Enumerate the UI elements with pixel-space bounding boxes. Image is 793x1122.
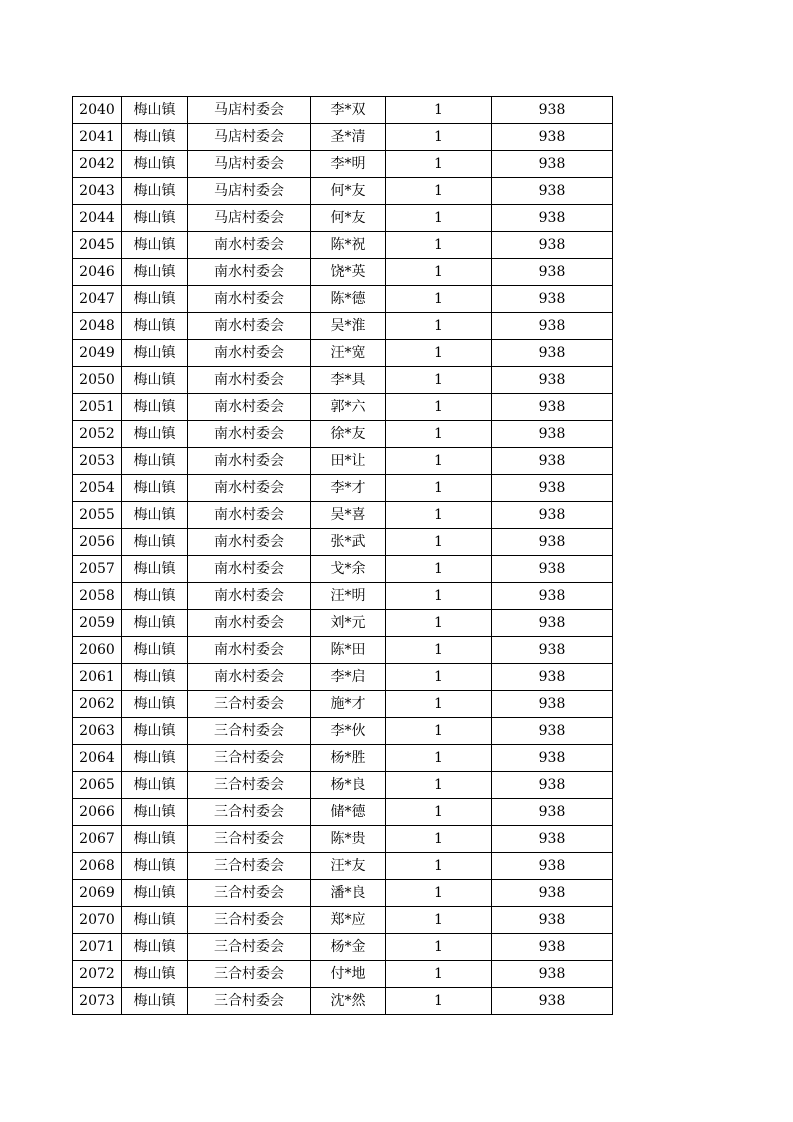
town-cell: 梅山镇 (122, 961, 188, 988)
village-committee-cell: 南水村委会 (188, 664, 311, 691)
village-committee-cell: 南水村委会 (188, 556, 311, 583)
person-name-cell: 李*才 (311, 475, 386, 502)
village-committee-cell: 马店村委会 (188, 97, 311, 124)
row-number-cell: 2047 (73, 286, 122, 313)
table-row (73, 826, 613, 853)
amount-cell: 938 (492, 475, 613, 502)
village-committee-cell: 南水村委会 (188, 610, 311, 637)
table-row (73, 367, 613, 394)
amount-cell: 938 (492, 502, 613, 529)
amount-cell: 938 (492, 529, 613, 556)
village-committee-cell: 三合村委会 (188, 880, 311, 907)
person-name-cell: 陈*田 (311, 637, 386, 664)
count-cell: 1 (386, 583, 492, 610)
person-name-cell: 杨*胜 (311, 745, 386, 772)
amount-cell: 938 (492, 151, 613, 178)
table-row (73, 394, 613, 421)
person-name-cell: 吴*淮 (311, 313, 386, 340)
town-cell: 梅山镇 (122, 934, 188, 961)
table-row (73, 124, 613, 151)
town-cell: 梅山镇 (122, 97, 188, 124)
amount-cell: 938 (492, 97, 613, 124)
count-cell: 1 (386, 664, 492, 691)
person-name-cell: 潘*良 (311, 880, 386, 907)
village-committee-cell: 南水村委会 (188, 421, 311, 448)
table-row (73, 421, 613, 448)
person-name-cell: 汪*宽 (311, 340, 386, 367)
village-committee-cell: 南水村委会 (188, 259, 311, 286)
row-number-cell: 2059 (73, 610, 122, 637)
town-cell: 梅山镇 (122, 502, 188, 529)
amount-cell: 938 (492, 583, 613, 610)
count-cell: 1 (386, 124, 492, 151)
amount-cell: 938 (492, 934, 613, 961)
amount-cell: 938 (492, 664, 613, 691)
table-row (73, 556, 613, 583)
table-row (73, 637, 613, 664)
amount-cell: 938 (492, 988, 613, 1015)
count-cell: 1 (386, 178, 492, 205)
row-number-cell: 2073 (73, 988, 122, 1015)
table-row (73, 97, 613, 124)
village-committee-cell: 三合村委会 (188, 745, 311, 772)
town-cell: 梅山镇 (122, 232, 188, 259)
person-name-cell: 施*才 (311, 691, 386, 718)
amount-cell: 938 (492, 556, 613, 583)
count-cell: 1 (386, 907, 492, 934)
table-row (73, 691, 613, 718)
person-name-cell: 圣*清 (311, 124, 386, 151)
row-number-cell: 2064 (73, 745, 122, 772)
town-cell: 梅山镇 (122, 799, 188, 826)
amount-cell: 938 (492, 205, 613, 232)
person-name-cell: 李*双 (311, 97, 386, 124)
village-committee-cell: 南水村委会 (188, 502, 311, 529)
person-name-cell: 付*地 (311, 961, 386, 988)
person-name-cell: 汪*友 (311, 853, 386, 880)
count-cell: 1 (386, 313, 492, 340)
person-name-cell: 杨*金 (311, 934, 386, 961)
row-number-cell: 2041 (73, 124, 122, 151)
village-committee-cell: 南水村委会 (188, 475, 311, 502)
table-row (73, 340, 613, 367)
person-name-cell: 李*伙 (311, 718, 386, 745)
amount-cell: 938 (492, 745, 613, 772)
person-name-cell: 刘*元 (311, 610, 386, 637)
village-committee-cell: 三合村委会 (188, 826, 311, 853)
amount-cell: 938 (492, 259, 613, 286)
row-number-cell: 2061 (73, 664, 122, 691)
amount-cell: 938 (492, 286, 613, 313)
table-row (73, 988, 613, 1015)
count-cell: 1 (386, 826, 492, 853)
table-row (73, 232, 613, 259)
count-cell: 1 (386, 340, 492, 367)
person-name-cell: 徐*友 (311, 421, 386, 448)
person-name-cell: 郭*六 (311, 394, 386, 421)
count-cell: 1 (386, 610, 492, 637)
person-name-cell: 李*启 (311, 664, 386, 691)
count-cell: 1 (386, 394, 492, 421)
village-committee-cell: 三合村委会 (188, 718, 311, 745)
person-name-cell: 何*友 (311, 178, 386, 205)
table-row (73, 907, 613, 934)
count-cell: 1 (386, 772, 492, 799)
table-row (73, 313, 613, 340)
row-number-cell: 2060 (73, 637, 122, 664)
table-row (73, 448, 613, 475)
count-cell: 1 (386, 151, 492, 178)
table-row (73, 610, 613, 637)
amount-cell: 938 (492, 637, 613, 664)
table-row (73, 853, 613, 880)
table-row (73, 961, 613, 988)
amount-cell: 938 (492, 907, 613, 934)
village-committee-cell: 南水村委会 (188, 394, 311, 421)
amount-cell: 938 (492, 124, 613, 151)
row-number-cell: 2054 (73, 475, 122, 502)
town-cell: 梅山镇 (122, 745, 188, 772)
table-row (73, 205, 613, 232)
row-number-cell: 2048 (73, 313, 122, 340)
town-cell: 梅山镇 (122, 286, 188, 313)
count-cell: 1 (386, 691, 492, 718)
town-cell: 梅山镇 (122, 556, 188, 583)
count-cell: 1 (386, 934, 492, 961)
count-cell: 1 (386, 448, 492, 475)
town-cell: 梅山镇 (122, 826, 188, 853)
row-number-cell: 2042 (73, 151, 122, 178)
row-number-cell: 2040 (73, 97, 122, 124)
count-cell: 1 (386, 97, 492, 124)
person-name-cell: 田*让 (311, 448, 386, 475)
amount-cell: 938 (492, 232, 613, 259)
table-row (73, 502, 613, 529)
row-number-cell: 2046 (73, 259, 122, 286)
count-cell: 1 (386, 799, 492, 826)
village-committee-cell: 三合村委会 (188, 907, 311, 934)
village-committee-cell: 三合村委会 (188, 799, 311, 826)
count-cell: 1 (386, 475, 492, 502)
amount-cell: 938 (492, 961, 613, 988)
row-number-cell: 2071 (73, 934, 122, 961)
village-committee-cell: 南水村委会 (188, 313, 311, 340)
table-row (73, 718, 613, 745)
amount-cell: 938 (492, 421, 613, 448)
person-name-cell: 郑*应 (311, 907, 386, 934)
amount-cell: 938 (492, 880, 613, 907)
amount-cell: 938 (492, 178, 613, 205)
amount-cell: 938 (492, 718, 613, 745)
row-number-cell: 2068 (73, 853, 122, 880)
count-cell: 1 (386, 637, 492, 664)
count-cell: 1 (386, 286, 492, 313)
amount-cell: 938 (492, 340, 613, 367)
table-row (73, 934, 613, 961)
village-committee-cell: 马店村委会 (188, 151, 311, 178)
row-number-cell: 2070 (73, 907, 122, 934)
amount-cell: 938 (492, 772, 613, 799)
town-cell: 梅山镇 (122, 610, 188, 637)
person-name-cell: 杨*良 (311, 772, 386, 799)
town-cell: 梅山镇 (122, 907, 188, 934)
town-cell: 梅山镇 (122, 151, 188, 178)
town-cell: 梅山镇 (122, 313, 188, 340)
count-cell: 1 (386, 880, 492, 907)
records-table-body (73, 97, 613, 1015)
town-cell: 梅山镇 (122, 718, 188, 745)
town-cell: 梅山镇 (122, 691, 188, 718)
count-cell: 1 (386, 961, 492, 988)
amount-cell: 938 (492, 799, 613, 826)
village-committee-cell: 马店村委会 (188, 124, 311, 151)
village-committee-cell: 南水村委会 (188, 367, 311, 394)
count-cell: 1 (386, 259, 492, 286)
town-cell: 梅山镇 (122, 583, 188, 610)
village-committee-cell: 南水村委会 (188, 448, 311, 475)
row-number-cell: 2045 (73, 232, 122, 259)
person-name-cell: 李*具 (311, 367, 386, 394)
person-name-cell: 戈*余 (311, 556, 386, 583)
table-row (73, 529, 613, 556)
records-table (72, 96, 613, 1015)
town-cell: 梅山镇 (122, 664, 188, 691)
row-number-cell: 2043 (73, 178, 122, 205)
village-committee-cell: 南水村委会 (188, 232, 311, 259)
amount-cell: 938 (492, 610, 613, 637)
count-cell: 1 (386, 205, 492, 232)
table-row (73, 286, 613, 313)
table-row (73, 178, 613, 205)
town-cell: 梅山镇 (122, 394, 188, 421)
table-row (73, 151, 613, 178)
town-cell: 梅山镇 (122, 178, 188, 205)
town-cell: 梅山镇 (122, 421, 188, 448)
table-row (73, 880, 613, 907)
count-cell: 1 (386, 718, 492, 745)
person-name-cell: 李*明 (311, 151, 386, 178)
row-number-cell: 2058 (73, 583, 122, 610)
village-committee-cell: 南水村委会 (188, 340, 311, 367)
town-cell: 梅山镇 (122, 367, 188, 394)
row-number-cell: 2056 (73, 529, 122, 556)
amount-cell: 938 (492, 313, 613, 340)
town-cell: 梅山镇 (122, 529, 188, 556)
person-name-cell: 汪*明 (311, 583, 386, 610)
row-number-cell: 2072 (73, 961, 122, 988)
count-cell: 1 (386, 988, 492, 1015)
row-number-cell: 2062 (73, 691, 122, 718)
person-name-cell: 饶*英 (311, 259, 386, 286)
town-cell: 梅山镇 (122, 259, 188, 286)
row-number-cell: 2063 (73, 718, 122, 745)
town-cell: 梅山镇 (122, 340, 188, 367)
row-number-cell: 2052 (73, 421, 122, 448)
row-number-cell: 2051 (73, 394, 122, 421)
town-cell: 梅山镇 (122, 988, 188, 1015)
table-row (73, 583, 613, 610)
town-cell: 梅山镇 (122, 853, 188, 880)
town-cell: 梅山镇 (122, 880, 188, 907)
row-number-cell: 2066 (73, 799, 122, 826)
village-committee-cell: 三合村委会 (188, 853, 311, 880)
village-committee-cell: 三合村委会 (188, 961, 311, 988)
village-committee-cell: 三合村委会 (188, 988, 311, 1015)
row-number-cell: 2050 (73, 367, 122, 394)
table-row (73, 664, 613, 691)
table-row (73, 799, 613, 826)
person-name-cell: 储*德 (311, 799, 386, 826)
village-committee-cell: 南水村委会 (188, 286, 311, 313)
village-committee-cell: 三合村委会 (188, 934, 311, 961)
amount-cell: 938 (492, 394, 613, 421)
village-committee-cell: 南水村委会 (188, 637, 311, 664)
person-name-cell: 何*友 (311, 205, 386, 232)
table-row (73, 259, 613, 286)
count-cell: 1 (386, 556, 492, 583)
amount-cell: 938 (492, 448, 613, 475)
row-number-cell: 2053 (73, 448, 122, 475)
town-cell: 梅山镇 (122, 475, 188, 502)
table-row (73, 772, 613, 799)
count-cell: 1 (386, 421, 492, 448)
row-number-cell: 2069 (73, 880, 122, 907)
person-name-cell: 张*武 (311, 529, 386, 556)
person-name-cell: 陈*德 (311, 286, 386, 313)
person-name-cell: 沈*然 (311, 988, 386, 1015)
count-cell: 1 (386, 502, 492, 529)
town-cell: 梅山镇 (122, 772, 188, 799)
row-number-cell: 2057 (73, 556, 122, 583)
amount-cell: 938 (492, 826, 613, 853)
town-cell: 梅山镇 (122, 637, 188, 664)
row-number-cell: 2055 (73, 502, 122, 529)
village-committee-cell: 三合村委会 (188, 772, 311, 799)
village-committee-cell: 南水村委会 (188, 583, 311, 610)
village-committee-cell: 三合村委会 (188, 691, 311, 718)
row-number-cell: 2044 (73, 205, 122, 232)
count-cell: 1 (386, 367, 492, 394)
amount-cell: 938 (492, 691, 613, 718)
row-number-cell: 2049 (73, 340, 122, 367)
person-name-cell: 吴*喜 (311, 502, 386, 529)
town-cell: 梅山镇 (122, 448, 188, 475)
amount-cell: 938 (492, 853, 613, 880)
count-cell: 1 (386, 529, 492, 556)
count-cell: 1 (386, 745, 492, 772)
person-name-cell: 陈*贵 (311, 826, 386, 853)
village-committee-cell: 马店村委会 (188, 178, 311, 205)
row-number-cell: 2065 (73, 772, 122, 799)
village-committee-cell: 南水村委会 (188, 529, 311, 556)
town-cell: 梅山镇 (122, 124, 188, 151)
row-number-cell: 2067 (73, 826, 122, 853)
count-cell: 1 (386, 232, 492, 259)
town-cell: 梅山镇 (122, 205, 188, 232)
amount-cell: 938 (492, 367, 613, 394)
village-committee-cell: 马店村委会 (188, 205, 311, 232)
person-name-cell: 陈*祝 (311, 232, 386, 259)
count-cell: 1 (386, 853, 492, 880)
table-row (73, 745, 613, 772)
table-row (73, 475, 613, 502)
